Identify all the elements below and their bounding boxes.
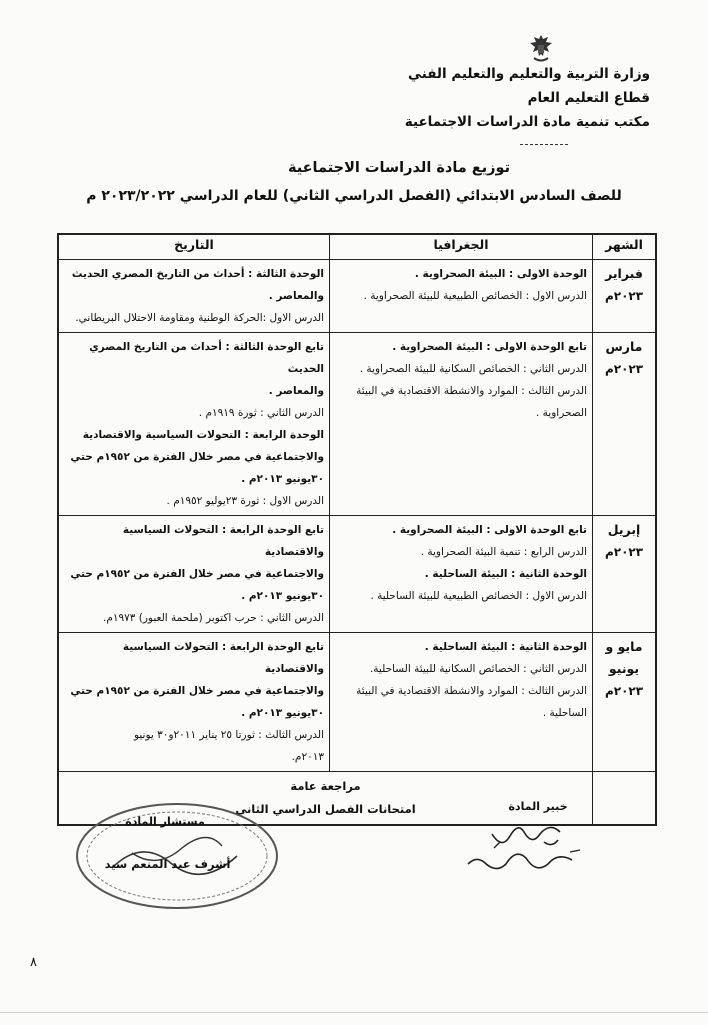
schedule-table bbox=[57, 233, 657, 826]
month-cell bbox=[593, 516, 657, 633]
header-history: التاريخ bbox=[58, 234, 330, 260]
geography-cell bbox=[330, 333, 593, 516]
document-title: توزيع مادة الدراسات الاجتماعية bbox=[287, 160, 511, 176]
month-name: فبراير bbox=[605, 266, 643, 281]
history-line: تابع الوحدة الثالثة : أحداث من التاريخ المصري الحديث bbox=[89, 341, 324, 375]
month-year: ٢٠٢٣م bbox=[604, 289, 644, 303]
egypt-eagle-emblem-icon bbox=[528, 34, 554, 64]
geography-line: تابع الوحدة الاولى : البيئة الصحراوية . bbox=[392, 341, 587, 353]
geography-cell bbox=[330, 516, 593, 633]
history-line: الوحدة الرابعة : التحولات السياسية والاقتصادية bbox=[82, 429, 324, 441]
general-review: مراجعة عامة bbox=[290, 779, 361, 793]
advisor-title: مستشار المادة bbox=[125, 815, 205, 828]
history-line: والمعاصر . bbox=[268, 385, 324, 397]
header-month: الشهر bbox=[593, 234, 657, 260]
ministry-header bbox=[320, 62, 650, 134]
geography-line: الدرس الثالث : الموارد والانشطة الاقتصادية في البيئة bbox=[356, 685, 587, 697]
history-cell bbox=[58, 333, 330, 516]
history-line: تابع الوحدة الرابعة : التحولات السياسية والاقتصادية bbox=[122, 524, 324, 558]
geography-line: الدرس الاول : الخصائص الطبيعية للبيئة الصحراوية . bbox=[363, 290, 587, 302]
history-line: الدرس الثالث : ثورتا ٢٥ يناير ٢٠١١و٣٠ يونيو bbox=[133, 729, 324, 741]
office-name: مكتب تنمية مادة الدراسات الاجتماعية bbox=[404, 114, 650, 130]
geography-line: الدرس الرابع : تنمية البيئة الصحراوية . bbox=[420, 546, 587, 558]
history-line: ٣٠يونيو ٢٠١٣م . bbox=[241, 473, 324, 485]
geography-line: الوحدة الثانية : البيئة الساحلية . bbox=[424, 568, 587, 580]
table-row bbox=[58, 333, 656, 516]
header-divider bbox=[520, 144, 568, 145]
history-cell bbox=[58, 633, 330, 772]
geography-cell bbox=[330, 260, 593, 333]
history-line: والاجتماعية في مصر خلال الفترة من ١٩٥٢م حتي bbox=[70, 685, 324, 697]
history-cell bbox=[58, 260, 330, 333]
geography-line: الدرس الثالث : الموارد والانشطة الاقتصادية في البيئة bbox=[356, 385, 587, 397]
geography-line: الوحدة الثانية : البيئة الساحلية . bbox=[424, 641, 587, 653]
geography-line: تابع الوحدة الاولى : البيئة الصحراوية . bbox=[392, 524, 587, 536]
history-line: الدرس الثاني : ثورة ١٩١٩م . bbox=[198, 407, 324, 419]
history-line: تابع الوحدة الرابعة : التحولات السياسية والاقتصادية bbox=[122, 641, 324, 675]
footer-divider bbox=[0, 1012, 708, 1013]
month-year: ٢٠٢٣م bbox=[604, 362, 644, 376]
geography-cell bbox=[330, 633, 593, 772]
month-cell bbox=[593, 633, 657, 772]
month-cell bbox=[593, 333, 657, 516]
geography-line: الوحدة الاولى : البيئة الصحراوية . bbox=[414, 268, 587, 280]
history-line: الوحدة الثالثة : أحداث من التاريخ المصري الحديث bbox=[71, 268, 324, 280]
month-name: مارس bbox=[605, 339, 643, 354]
geography-line: الدرس الثاني : الخصائص السكانية للبيئة الساحلية. bbox=[369, 663, 587, 675]
history-line: الدرس الثاني : حرب اكتوبر (ملحمة العبور) ١٩٧٣م. bbox=[103, 612, 324, 624]
table-row bbox=[58, 633, 656, 772]
semester-exams: امتحانات الفصل الدراسي الثاني bbox=[235, 802, 416, 816]
month-name: إبريل bbox=[607, 522, 641, 537]
month-year: ٢٠٢٣م bbox=[604, 545, 644, 559]
month-year: ٢٠٢٣م bbox=[604, 684, 644, 698]
history-cell bbox=[58, 516, 330, 633]
page-number: ٨ bbox=[30, 955, 37, 970]
history-line: الدرس الاول : ثورة ٢٣يوليو ١٩٥٢م . bbox=[166, 495, 324, 507]
table-row bbox=[58, 260, 656, 333]
history-line: والاجتماعية في مصر خلال الفترة من ١٩٥٢م حتي bbox=[70, 568, 324, 580]
month-name: مايو و يونيو bbox=[605, 639, 643, 676]
sector-name: قطاع التعليم العام bbox=[527, 90, 650, 106]
expert-signature-title: خبير المادة bbox=[508, 800, 568, 813]
month-cell-empty bbox=[593, 772, 657, 826]
history-line: والاجتماعية في مصر خلال الفترة من ١٩٥٢م حتي bbox=[70, 451, 324, 463]
month-cell bbox=[593, 260, 657, 333]
history-line: ٢٠١٣م. bbox=[291, 751, 324, 763]
document-subtitle: للصف السادس الابتدائي (الفصل الدراسي الثاني) للعام الدراسي ٢٠٢٣/٢٠٢٢ م bbox=[86, 188, 622, 204]
expert-signature-icon bbox=[440, 812, 590, 882]
geography-line: الدرس الاول : الخصائص الطبيعية للبيئة الساحلية . bbox=[370, 590, 587, 602]
history-line: ٣٠يونيو ٢٠١٣م . bbox=[241, 707, 324, 719]
history-line: الدرس الاول :الحركة الوطنية ومقاومة الاحتلال البريطاني. bbox=[75, 312, 324, 324]
geography-line: الدرس الثاني : الخصائص السكانية للبيئة الصحراوية . bbox=[359, 363, 587, 375]
ministry-name: وزارة التربية والتعليم والتعليم الفني bbox=[408, 66, 650, 82]
geography-line: الصحراوية . bbox=[535, 407, 587, 419]
header-geography: الجغرافيا bbox=[330, 234, 593, 260]
history-line: والمعاصر . bbox=[268, 290, 324, 302]
advisor-name: أشرف عبد المنعم سيد bbox=[104, 857, 231, 871]
history-line: ٣٠يونيو ٢٠١٣م . bbox=[241, 590, 324, 602]
table-row bbox=[58, 516, 656, 633]
table-header-row bbox=[58, 234, 656, 260]
geography-line: الساحلية . bbox=[542, 707, 587, 719]
